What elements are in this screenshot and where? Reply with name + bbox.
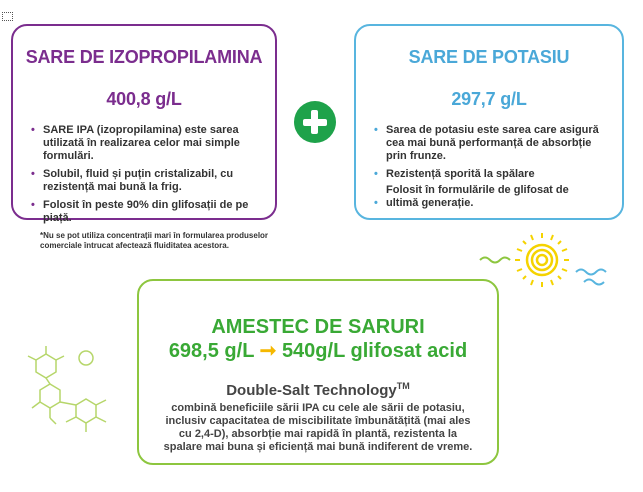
bullet-icon: •: [31, 168, 35, 180]
plus-icon: [294, 101, 336, 143]
technology-description: combină beneficiile sării IPA cu cele ale sării de potasiu, inclusiv capacitatea de miscibilitate îmbunătățită (mai ales cu 2,4-D), absorbție mai rapidă în plantă, rezistenta la spalare mai buna și eficiență mai bună indiferent de vreme.: [163, 402, 473, 453]
potassium-extra-list: [356, 197, 622, 210]
potassium-card-concentration: 297,7 g/L: [451, 89, 527, 109]
ipa-bullet-list: [13, 124, 275, 225]
ipa-card-concentration: 400,8 g/L: [106, 89, 182, 109]
bullet-icon: •: [374, 124, 378, 136]
bullet-icon: •: [374, 197, 378, 209]
potassium-bullet-list: [356, 124, 622, 181]
sun-icon: [476, 232, 636, 292]
wave-icon: [584, 280, 604, 285]
wave-icon: [480, 258, 510, 263]
list-item: • ultimă generație.: [374, 197, 474, 209]
list-item: • Rezistență sporită la spălare: [374, 168, 535, 180]
arrow-right-icon: ➞: [259, 340, 277, 362]
bullet-icon: •: [374, 168, 378, 180]
molecule-icon: [16, 344, 136, 444]
footnote: *Nu se pot utiliza concentrații mari în formularea produselor comerciale întrucat afectează fluiditatea acestora.: [40, 231, 269, 250]
ipa-card-title: SARE DE IZOPROPILAMINA: [25, 47, 263, 67]
list-item: • SARE IPA (izopropilamina) este sarea utilizată în realizarea celor mai simple formulări.: [31, 124, 240, 162]
wave-icon: [576, 270, 606, 275]
blend-formula: [139, 339, 497, 363]
acid-concentration: 540g/L glifosat acid: [281, 340, 468, 362]
list-item: • Solubil, fluid și puțin cristalizabil, cu rezistență mai bună la frig.: [31, 168, 234, 193]
bullet-icon: •: [31, 124, 35, 136]
list-item: • Folosit în peste 90% din glifosații de pe piață.: [31, 199, 249, 224]
bullet-icon: •: [31, 199, 35, 211]
potassium-extra-line: Folosit în formulările de glifosat de: [386, 184, 569, 196]
blend-card-title: AMESTEC DE SARURI: [211, 316, 425, 338]
technology-name: Double-Salt Technology™: [226, 381, 410, 399]
list-item: • Sarea de potasiu este sarea care asigură cea mai bună performanță de absorbție prin frunze.: [374, 124, 599, 162]
salt-blend-card: [137, 279, 499, 465]
ipa-salt-card: [11, 24, 277, 224]
potassium-card-title: SARE DE POTASIU: [408, 47, 570, 67]
corner-marker: [2, 12, 13, 21]
trademark-mark: TM: [396, 381, 410, 391]
blend-concentration: 698,5 g/L: [168, 340, 255, 362]
potassium-salt-card: [354, 24, 624, 220]
sun-rays: [515, 233, 569, 287]
